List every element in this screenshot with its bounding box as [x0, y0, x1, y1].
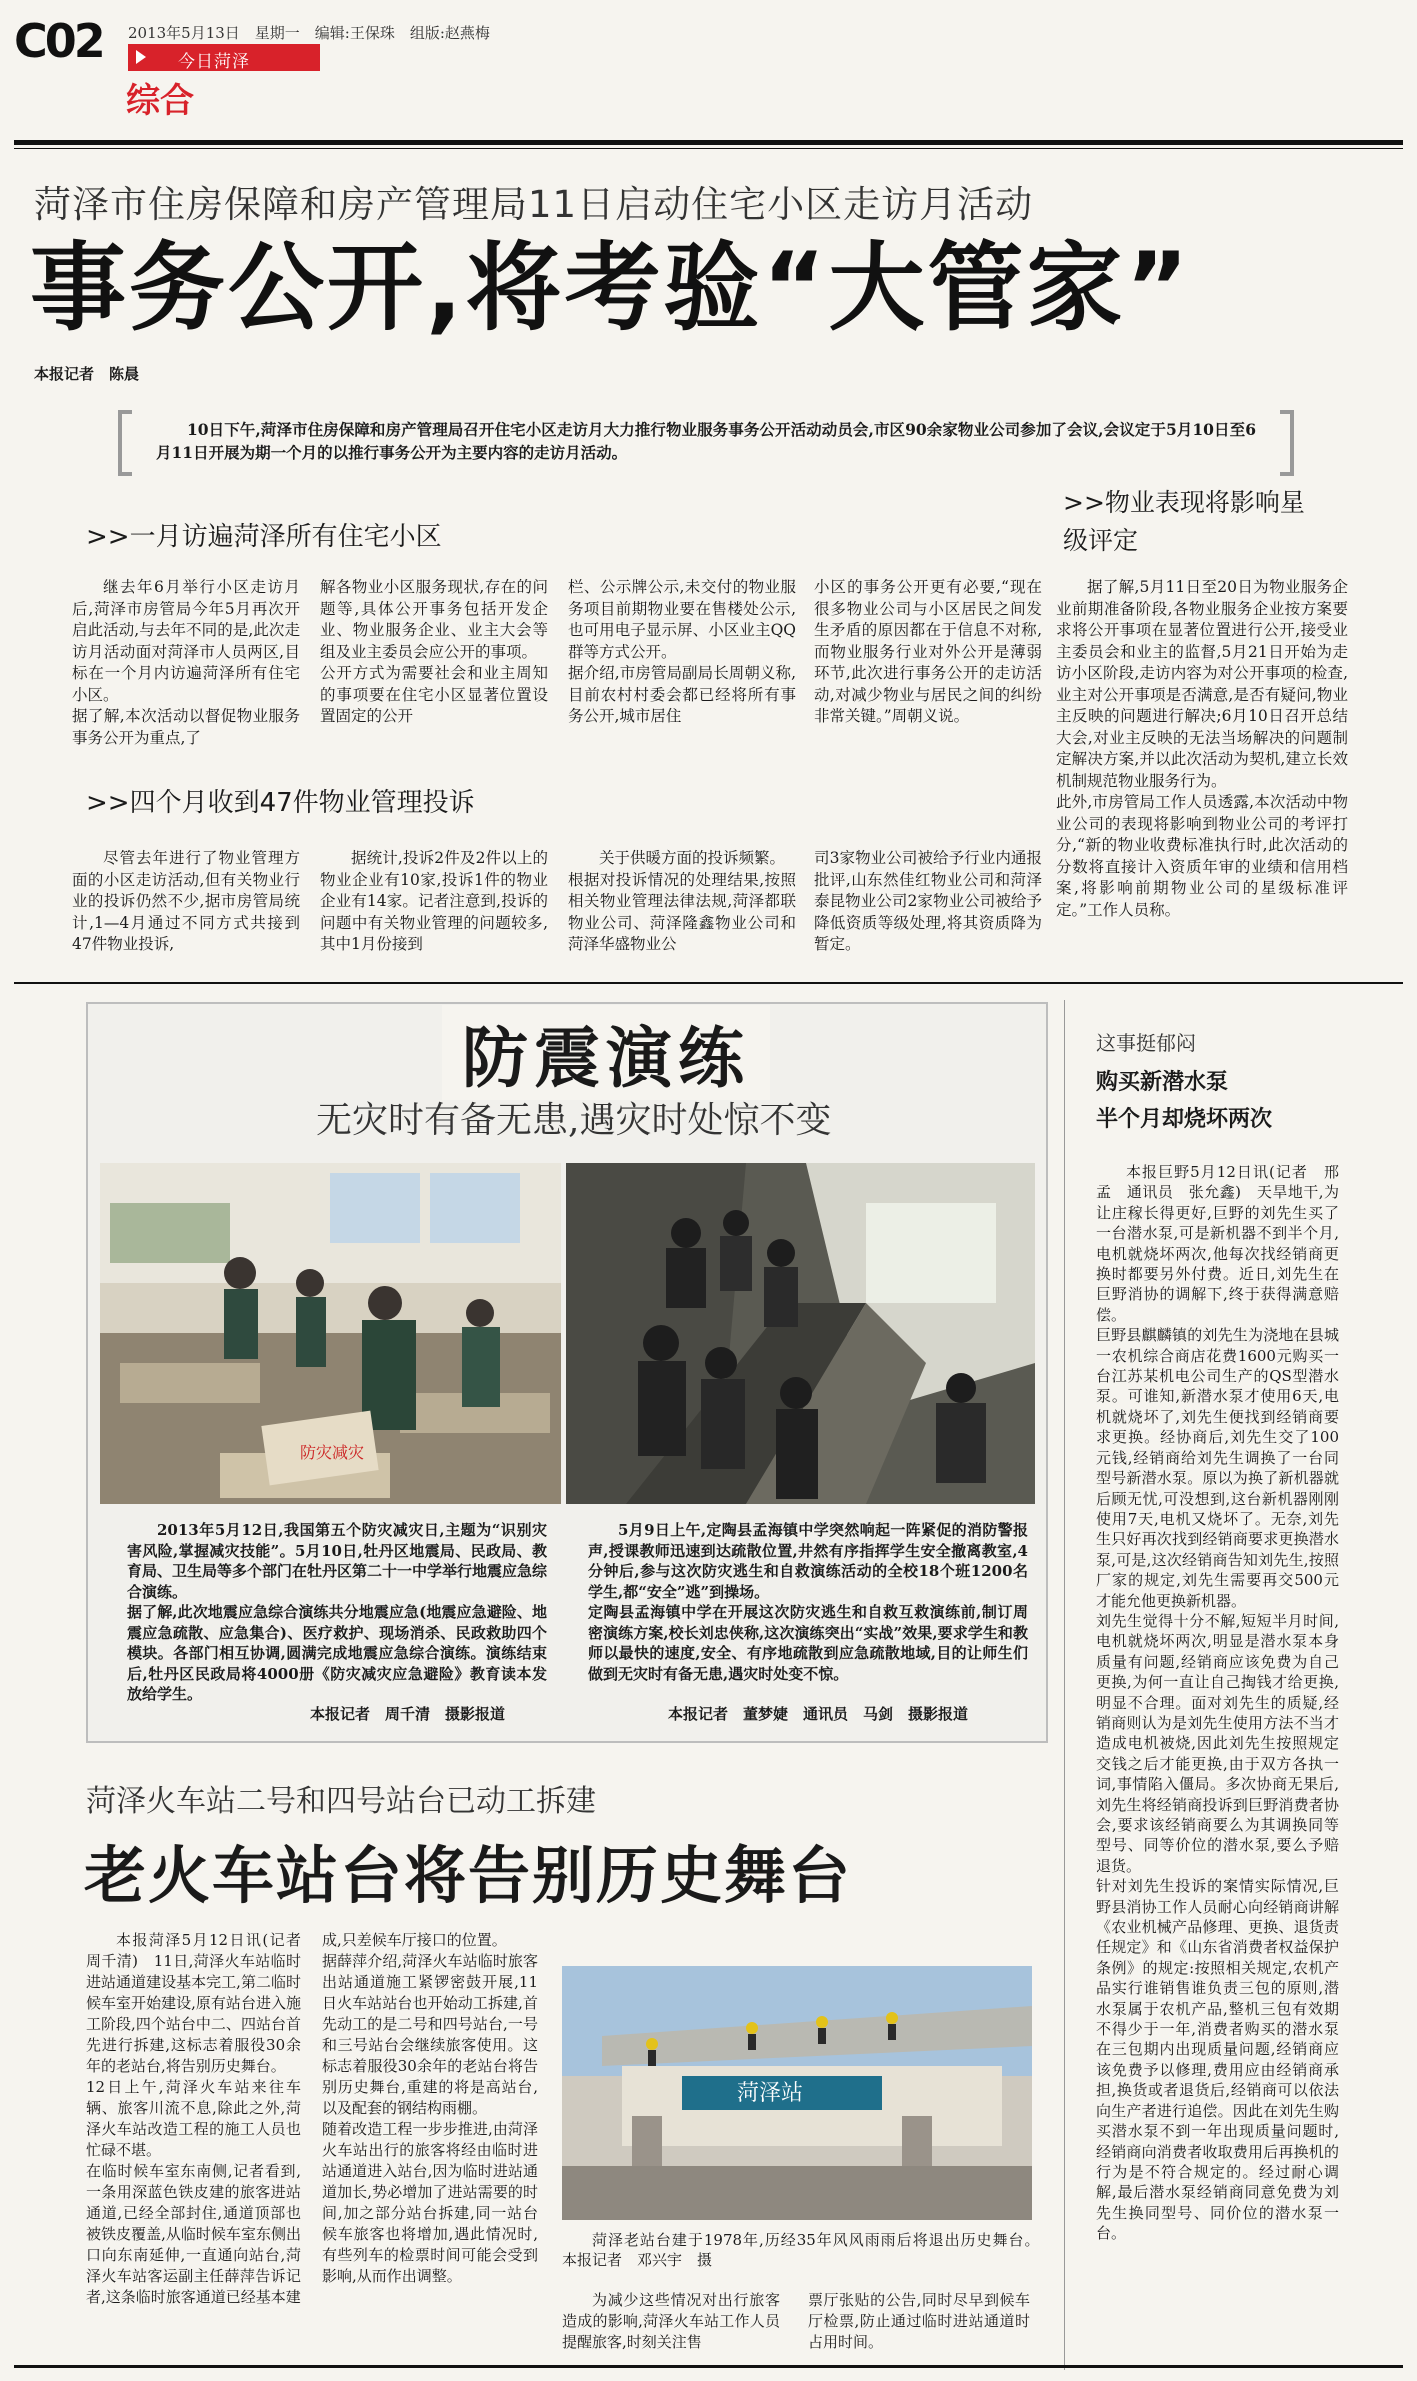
tag-arrow [136, 50, 146, 64]
subhead-1: >>一月访遍菏泽所有住宅小区 [86, 522, 442, 552]
drill-title: 防震演练 [442, 1005, 770, 1100]
station-photo [562, 1966, 1032, 2220]
lead-kicker: 菏泽市住房保障和房产管理局11日启动住宅小区走访月活动 [34, 183, 1034, 226]
subhead-2: >>四个月收到47件物业管理投诉 [86, 788, 475, 818]
sidebar-divider [1064, 1000, 1065, 2370]
sub1-col-2: 解各物业小区服务现状,存在的问题等,具体公开事务包括开发企业、物业服务企业、业主大会等组及业主委员会应公开的事项。 公开方式为需要社会和业主周知的事项要在住宅小区显著位置设置固定的公开 [320, 578, 548, 725]
book-cover-text: 防灾减灾 [300, 1443, 365, 1462]
sidebar-body: 本报巨野5月12日讯(记者 邢孟 通讯员 张允鑫) 天旱地干,为让庄稼长得更好,巨野的刘先生买了一台潜水泵,可是新机器不到半个月,电机就烧坏两次,他每次找经销商更换时都要另外付费。近日,刘先生在巨野消协的调解下,终于获得满意赔偿。 巨野县麒麟镇的刘先生为浇地在县城一农机综合商店花费1600元购买一台江苏某机电公司生产的QS型潜水泵。可谁知,新潜水泵才使用6天,电机就烧坏了,刘先生便找到经销商要求更换。经协商后,刘先生交了100元钱,经销商给刘先生调换了一台同型号新潜水泵。原以为换了新机器就后顾无忧,可没想到,这台新机器刚刚使用7天,电机又烧坏了。无奈,刘先生只好再次找到经销商要求更换潜水泵,可是,这次经销商告知刘先生,按照厂家的规定,刘先生需要再交500元才能允他更换新机器。 刘先生觉得十分不解,短短半月时间,电机就烧坏两次,明显是潜水泵本身质量有问题,经销商应该免费为自己更换,为何一直让自己掏钱才给更换,明显不合理。面对刘先生的质疑,经销商则认为是刘先生使用方法不当才造成电机被烧,因此刘先生按照规定交钱之后才能更换,由于双方各执一词,事情陷入僵局。多次协商无果后,刘先生将经销商投诉到巨野消费者协会,要求该经销商要么为其调换同等型号、同等价位的潜水泵,要么予赔退货。 针对刘先生投诉的案情实际情况,巨野县消协工作人员耐心向经销商讲解《农业机械产品修理、更换、退货责任规定》和《山东省消费者权益保护条例》的规定:按照相关规定,农机产品实行谁销售谁负责三包的原则,潜水泵属于农机产品,整机三包有效期不得少于一年,消费者购买的潜水泵在三包期内出现质量问题,经销商应该免费予以修理,费用应由经销商承担,换货或者退货后,经销商可以依法向生产者进行追偿。因此在刘先生购买潜水泵不到一年出现质量问题时,经销商向消费者收取费用后再换机的行为是不符合规定的。经过耐心调解,最后潜水泵经销商同意免费为刘先生换同型号、同价位的潜水泵一台。 [1096, 1163, 1339, 2243]
classroom-photo-illustration [100, 1163, 561, 1504]
sub2-col-1: 尽管去年进行了物业管理方面的小区走访活动,但有关物业行业的投诉仍然不少,据市房管局统计,1—4月通过不同方式共接到47件物业投诉, [72, 849, 300, 953]
sub2-col-3: 关于供暖方面的投诉频繁。 根据对投诉情况的处理结果,按照相关物业管理法律法规,菏泽都联物业公司、菏泽隆鑫物业公司和菏泽华盛物业公 [568, 849, 796, 953]
sub2-col-2: 据统计,投诉2件及2件以上的物业企业有10家,投诉1件的物业企业有14家。记者注意到,投诉的问题中有关物业管理的问题较多,其中1月份接到 [320, 849, 548, 953]
sub3-text: 据了解,5月11日至20日为物业服务企业前期准备阶段,各物业服务企业按方案要求将公开事项在显著位置进行公开,接受业主委员会和业主的监督,5月21日开始为走访小区阶段,走访内容为对公开事项的检查,业主对公开事项是否满意,是否有疑问,物业主反映的问题进行解决;6月10日召开总结大会,对业主反映的无法当场解决的问题制定解决方案,并以此次活动为契机,建立长效机制规范物业服务行为。 此外,市房管局工作人员透露,本次活动中物业公司的表现将影响到物业公司的考评打分,“新的物业收费标准执行时,此次活动的分数将直接计入资质年审的业绩和信用档案,将影响前期物业公司的星级标准评定。”工作人员称。 [1056, 578, 1348, 919]
section-tag [128, 44, 320, 71]
header-rule-thin [14, 148, 1403, 149]
station-sign-text: 菏泽站 [737, 2081, 804, 2106]
drill-photo-left [100, 1163, 561, 1504]
drill-credit-left: 本报记者 周千清 摄影报道 [310, 1705, 506, 1723]
issue-meta: 2013年5月13日 星期一 编辑:王保珠 组版:赵燕梅 [128, 24, 490, 42]
intro-box [118, 410, 1294, 476]
sub1-col-1: 继去年6月举行小区走访月后,菏泽市房管局今年5月再次开启此活动,与去年不同的是,此次走访月活动面对菏泽市人员两区,目标在一个月内访遍菏泽所有住宅小区。 据了解,本次活动以督促物业服务事务公开为重点,了 [72, 578, 300, 747]
lead-byline: 本报记者 陈晨 [34, 365, 140, 383]
sub2-columns [72, 848, 1042, 958]
drill-caption-left: 2013年5月12日,我国第五个防灾减灾日,主题为“识别灾害风险,掌握减灾技能”。5月10日,牡丹区地震局、民政局、教育局、卫生局等多个部门在牡丹区第二十一中学举行地震应急综合演练。 据了解,此次地震应急综合演练共分地震应急(地震应急避险、地震应急疏散、应急集合)、医疗救护、现场消杀、民政救助四个模块。各部门相互协调,圆满完成地震应急综合演练。演练结束后,牡丹区民政局将4000册《防灾减灾应急避险》教育读本发放给学生。 [127, 1521, 548, 1703]
drill-caption-right: 5月9日上午,定陶县孟海镇中学突然响起一阵紧促的消防警报声,授课教师迅速到达疏散位置,井然有序指挥学生安全撤离教室,4分钟后,参与这次防灾逃生和自救演练活动的全校18个班1200名学生,都“安全”逃”到操场。 定陶县孟海镇中学在开展这次防灾逃生和自救互救演练前,制订周密演练方案,校长刘忠侠称,这次演练突出“实战”效果,要求学生和教师以最快的速度,安全、有序地疏散到应急疏散地域,目的让师生们做到无灾时有备无患,遇灾时处变不惊。 [588, 1521, 1028, 1683]
stairwell-photo-illustration [566, 1163, 1035, 1504]
station-kicker: 菏泽火车站二号和四号站台已动工拆建 [86, 1784, 596, 1819]
subhead-3: >>物业表现将影响星级评定 [1063, 488, 1305, 555]
drill-credit-right: 本报记者 董梦婕 通讯员 马剑 摄影报道 [668, 1705, 969, 1723]
sidebar-title-2: 半个月却烧坏两次 [1096, 1107, 1273, 1132]
sidebar-kicker: 这事挺郁闷 [1096, 1031, 1196, 1055]
lead-headline: 事务公开,将考验“大管家” [30, 232, 1192, 344]
station-photo-caption: 菏泽老站台建于1978年,历经35年风风雨雨后将退出历史舞台。 本报记者 邓兴宇 摄 [562, 2231, 1048, 2269]
header-rule [14, 140, 1403, 145]
sub1-col-4: 小区的事务公开更有必要,“现在很多物业公司与小区居民之间发生矛盾的原因都在于信息不对称,而物业服务行业对外公开是薄弱环节,此次进行事务公开的走访活动,对减少物业与居民之间的纠纷非常关键。”周朝义说。 [814, 578, 1042, 725]
station-col-3b: 票厅张贴的公告,同时尽早到候车厅检票,防止通过临时进站通道时占用时间。 [808, 2291, 1030, 2351]
lead-intro: 10日下午,菏泽市住房保障和房产管理局召开住宅小区走访月大力推行物业服务事务公开活动动员会,市区90余家物业公司参加了会议,会议定于5月10日至6月11日开展为期一个月的以推行事务公开为主要内容的走访月活动。 [156, 420, 1256, 462]
station-col-3a: 为减少这些情况对出行旅客造成的影响,菏泽火车站工作人员提醒旅客,时刻关注售 [562, 2291, 780, 2351]
sidebar-title-1: 购买新潜水泵 [1096, 1070, 1229, 1095]
sub1-col-3: 栏、公示牌公示,未交付的物业服务项目前期物业要在售楼处公示,也可用电子显示屏、小区业主QQ群等方式公开。 据介绍,市房管局副局长周朝义称,目前农村村委会都已经将所有事务公开,城市居住 [568, 578, 796, 725]
drill-subtitle: 无灾时有备无患,遇灾时处惊不变 [316, 1100, 832, 1141]
lead-bottom-rule [14, 982, 1403, 984]
station-col-1: 本报菏泽5月12日讯(记者 周千清) 11日,菏泽火车站临时进站通道建设基本完工,第二临时候车室开始建设,原有站台进入施工阶段,四个站台中二、四站台首先进行拆建,这标志着服役30余年的老站台,将告别历史舞台。 12日上午,菏泽火车站来往车辆、旅客川流不息,除此之外,菏泽火车站改造工程的施工人员也忙碌不堪。 在临时候车室东南侧,记者看到,一条用深蓝色铁皮建的旅客进站通道,已经全部封住,通道顶部也被铁皮覆盖,从临时候车室东侧出口向东南延伸,一直通向站台,菏泽火车站客运副主任薛萍告诉记者,这条临时旅客通道已经基本建 [86, 1931, 301, 2306]
section-name: 综合 [126, 81, 194, 121]
station-photo-illustration [562, 1966, 1032, 2220]
footer-rule [14, 2365, 1403, 2368]
section-tag-label: 今日菏泽 [178, 52, 250, 72]
drill-photo-right [566, 1163, 1035, 1504]
sub2-col-4: 司3家物业公司被给予行业内通报批评,山东然佳红物业公司和菏泽泰昆物业公司2家物业公司被给予降低资质等级处理,将其资质降为暂定。 [814, 849, 1042, 953]
page-number: C02 [14, 14, 103, 68]
station-headline: 老火车站台将告别历史舞台 [84, 1839, 853, 1912]
station-col-2: 成,只差候车厅接口的位置。 据薛萍介绍,菏泽火车站临时旅客出站通道施工紧锣密鼓开展,11日火车站站台也开始动工拆建,首先动工的是二号和四号站台,一号和三号站台会继续旅客使用。这标志着服役30余年的老站台将告别历史舞台,重建的将是高站台,以及配套的钢结构雨棚。 随着改造工程一步步推进,由菏泽火车站出行的旅客将经由临时进站通道进入站台,因为临时进站通道加长,势必增加了进站需要的时间,加之部分站台拆建,同一站台候车旅客也将增加,遇此情况时,有些列车的检票时间可能会受到影响,从而作出调整。 [322, 1931, 538, 2285]
sub1-columns [72, 577, 1042, 757]
